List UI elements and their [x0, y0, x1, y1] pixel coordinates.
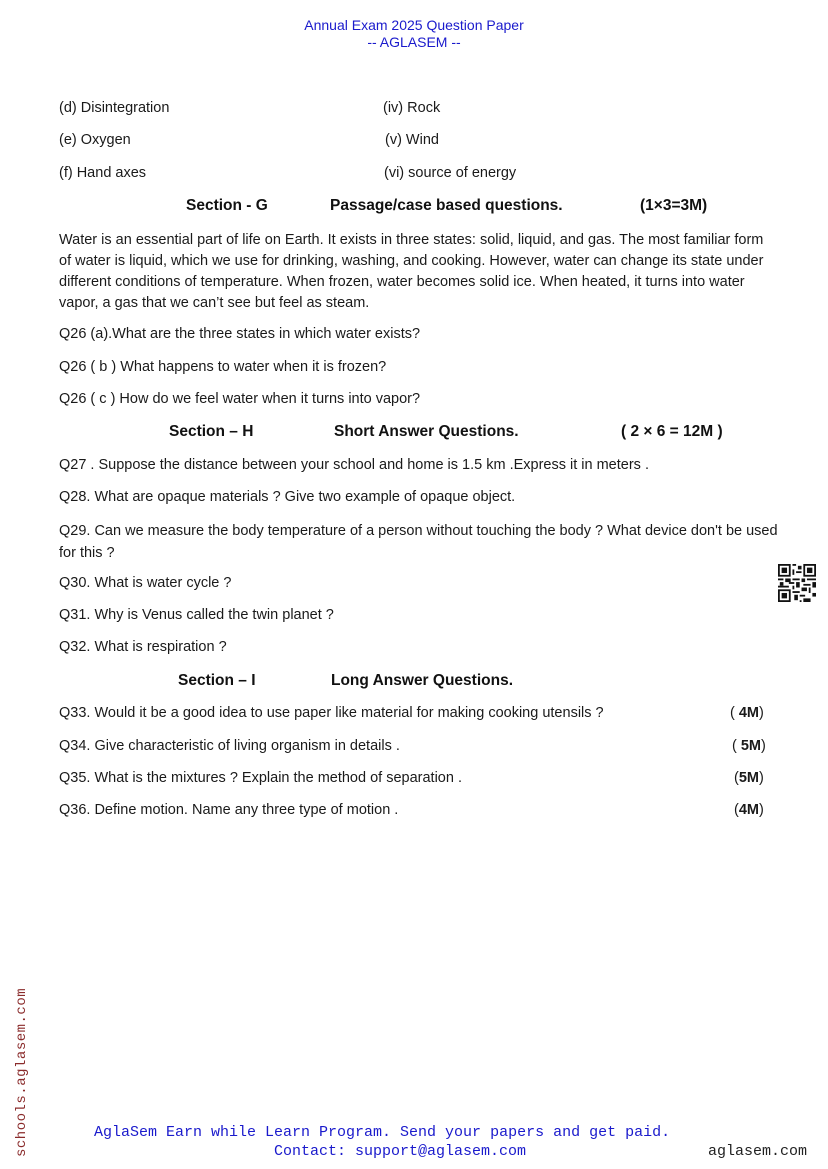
question-q32: Q32. What is respiration ? [59, 639, 227, 655]
question-q35: Q35. What is the mixtures ? Explain the method of separation . [59, 770, 462, 786]
question-q34: Q34. Give characteristic of living organism in details . [59, 738, 400, 754]
question-q31: Q31. Why is Venus called the twin planet ? [59, 607, 334, 623]
question-q27: Q27 . Suppose the distance between your school and home is 1.5 km .Express it in meters . [59, 457, 649, 473]
question-q26b: Q26 ( b ) What happens to water when it is frozen? [59, 359, 387, 375]
section-g-label: Section - G [186, 197, 268, 214]
section-h-marks: ( 2 × 6 = 12M ) [621, 423, 723, 440]
passage-text: Water is an essential part of life on Earth. It exists in three states: solid, liquid, and gas. The most familiar form of water is liquid, which we use for drinking, washing, and cooking. However, water can change its state under different conditions of temperature. When frozen, water becomes solid ice. When heated, it turns into water vapor, a gas that we can’t see but feel as steam. [59, 232, 764, 311]
match-right-iv: (iv) Rock [383, 100, 441, 116]
question-q26c: Q26 ( c ) How do we feel water when it turns into vapor? [59, 391, 421, 407]
page-header-title: Annual Exam 2025 Question Paper [304, 17, 524, 33]
match-right-vi: (vi) source of energy [384, 165, 517, 181]
question-q28: Q28. What are opaque materials ? Give two example of opaque object. [59, 489, 516, 505]
marks-q35: (5M) [734, 770, 764, 786]
question-q36: Q36. Define motion. Name any three type of motion . [59, 802, 399, 818]
section-g-title: Passage/case based questions. [330, 197, 563, 214]
side-watermark: schools.aglasem.com [14, 987, 30, 1157]
marks-q34: ( 5M) [732, 738, 766, 754]
match-right-v: (v) Wind [385, 132, 439, 148]
section-g-marks: (1×3=3M) [640, 197, 708, 214]
section-i-label: Section – I [178, 672, 256, 689]
marks-q36: (4M) [734, 802, 764, 818]
section-h-title: Short Answer Questions. [334, 423, 519, 440]
match-left-f: (f) Hand axes [59, 165, 147, 181]
match-left-e: (e) Oxygen [59, 132, 131, 148]
question-q30: Q30. What is water cycle ? [59, 575, 232, 591]
page-header-subtitle: -- AGLASEM -- [367, 34, 461, 50]
question-q26a: Q26 (a).What are the three states in which water exists? [59, 326, 421, 342]
footer-site-link[interactable]: aglasem.com [708, 1143, 808, 1160]
qr-code-icon [778, 564, 816, 602]
marks-q33: ( 4M) [730, 705, 764, 721]
footer-program-text: AglaSem Earn while Learn Program. Send your papers and get paid. [94, 1124, 671, 1141]
match-left-d: (d) Disintegration [59, 100, 170, 116]
section-h-label: Section – H [169, 423, 254, 440]
question-q33: Q33. Would it be a good idea to use paper like material for making cooking utensils ? [59, 705, 604, 721]
question-q29: Q29. Can we measure the body temperature of a person without touching the body ? What device don't be used for this ? [59, 523, 778, 561]
section-i-title: Long Answer Questions. [331, 672, 513, 689]
footer-contact-link[interactable]: Contact: support@aglasem.com [274, 1143, 527, 1160]
